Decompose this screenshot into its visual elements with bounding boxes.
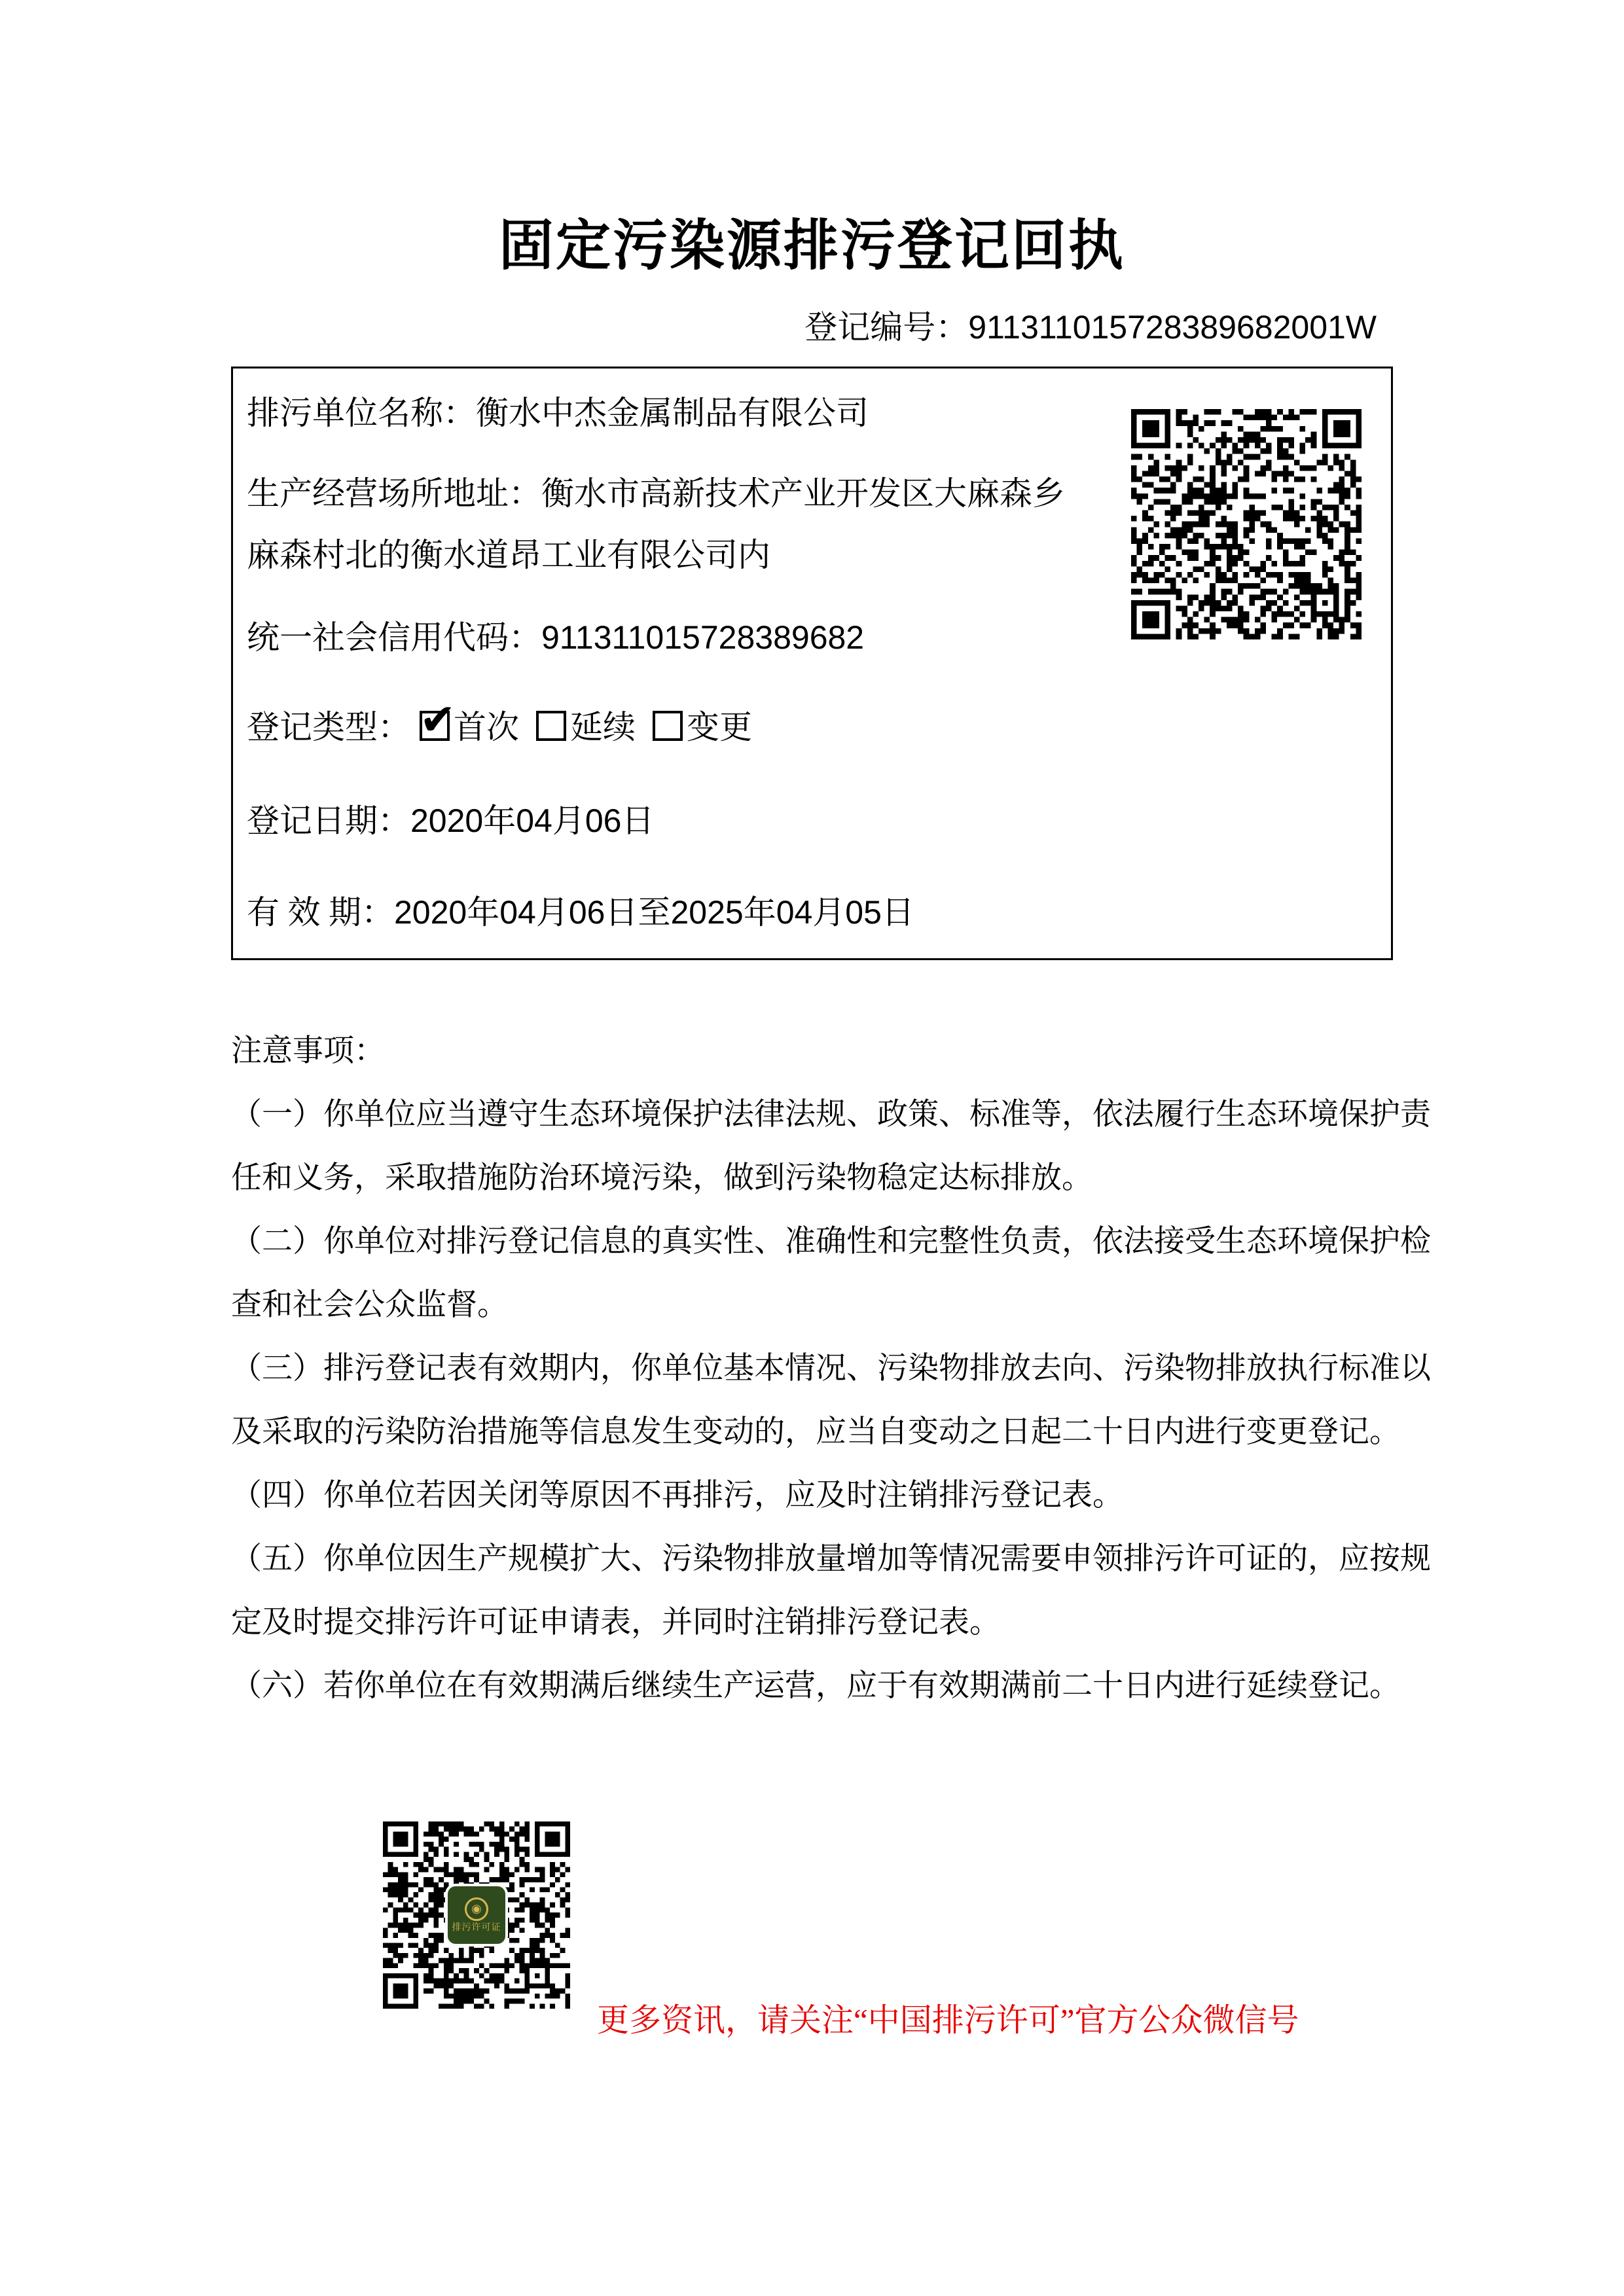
note-line: 查和社会公众监督。 xyxy=(231,1288,508,1322)
checkbox-renewal-label: 延续 xyxy=(570,709,636,745)
validity-line xyxy=(247,893,914,932)
note-line: （五）你单位因生产规模扩大、污染物排放量增加等情况需要申领排污许可证的，应按规 xyxy=(231,1542,1431,1576)
emblem-icon: ◉ xyxy=(465,1897,488,1921)
wechat-notice-text: 更多资讯，请关注“中国排污许可”官方公众微信号 xyxy=(597,2002,1299,2038)
note-line: 任和义务，采取措施防治环境污染，做到污染物稳定达标排放。 xyxy=(231,1161,1092,1195)
permit-logo xyxy=(445,1884,508,1946)
validity-label: 有 效 期： xyxy=(247,894,394,931)
registration-date-line xyxy=(247,801,654,840)
unit-name-line: 排污单位名称：衡水中杰金属制品有限公司 xyxy=(247,395,869,431)
registration-qr-code-icon xyxy=(1131,409,1362,639)
checkbox-change-label: 变更 xyxy=(687,709,752,745)
registration-info-box xyxy=(231,367,1393,960)
note-line: 定及时提交排污许可证申请表，并同时注销排污登记表。 xyxy=(231,1605,1000,1640)
registration-date-value: 2020年04月06日 xyxy=(410,802,655,839)
registration-number: 登记编号：911311015728389682001W xyxy=(804,309,1377,346)
checkmark-icon: ✔ xyxy=(420,694,456,745)
wechat-qr-code-icon xyxy=(383,1821,570,2009)
registration-date-label: 登记日期： xyxy=(247,802,410,839)
checkbox-change-icon xyxy=(653,711,683,741)
credit-code-value: 911311015728389682 xyxy=(541,619,865,656)
checkbox-renewal-icon xyxy=(536,711,566,741)
credit-code-label: 统一社会信用代码： xyxy=(247,619,541,656)
notes-section xyxy=(231,1020,1431,1718)
note-line: （二）你单位对排污登记信息的真实性、准确性和完整性负责，依法接受生态环境保护检 xyxy=(231,1225,1431,1259)
credit-code-line xyxy=(247,618,864,657)
qr-code-icon xyxy=(1131,409,1362,639)
page-title: 固定污染源排污登记回执 xyxy=(498,216,1125,277)
note-line: （六）若你单位在有效期满后继续生产运营，应于有效期满前二十日内进行延续登记。 xyxy=(231,1669,1400,1703)
permit-logo-text: 排污许可证 xyxy=(452,1923,501,1933)
validity-value: 2020年04月06日至2025年04月05日 xyxy=(394,894,914,931)
registration-type-label: 登记类型： xyxy=(247,709,410,745)
checkbox-first-label: 首次 xyxy=(454,709,519,745)
note-line: （四）你单位若因关闭等原因不再排污，应及时注销排污登记表。 xyxy=(231,1479,1123,1513)
notes-heading: 注意事项： xyxy=(231,1034,385,1068)
address-line-2: 麻森村北的衡水道昂工业有限公司内 xyxy=(247,537,770,573)
note-line: 及采取的污染防治措施等信息发生变动的，应当自变动之日起二十日内进行变更登记。 xyxy=(231,1415,1400,1449)
address-line-1: 生产经营场所地址：衡水市高新技术产业开发区大麻森乡 xyxy=(247,475,1065,512)
note-line: （三）排污登记表有效期内，你单位基本情况、污染物排放去向、污染物排放执行标准以 xyxy=(231,1352,1431,1386)
checkbox-first-icon xyxy=(420,694,456,745)
registration-type-line xyxy=(247,694,752,747)
note-line: （一）你单位应当遵守生态环境保护法律法规、政策、标准等，依法履行生态环境保护责 xyxy=(231,1098,1431,1132)
